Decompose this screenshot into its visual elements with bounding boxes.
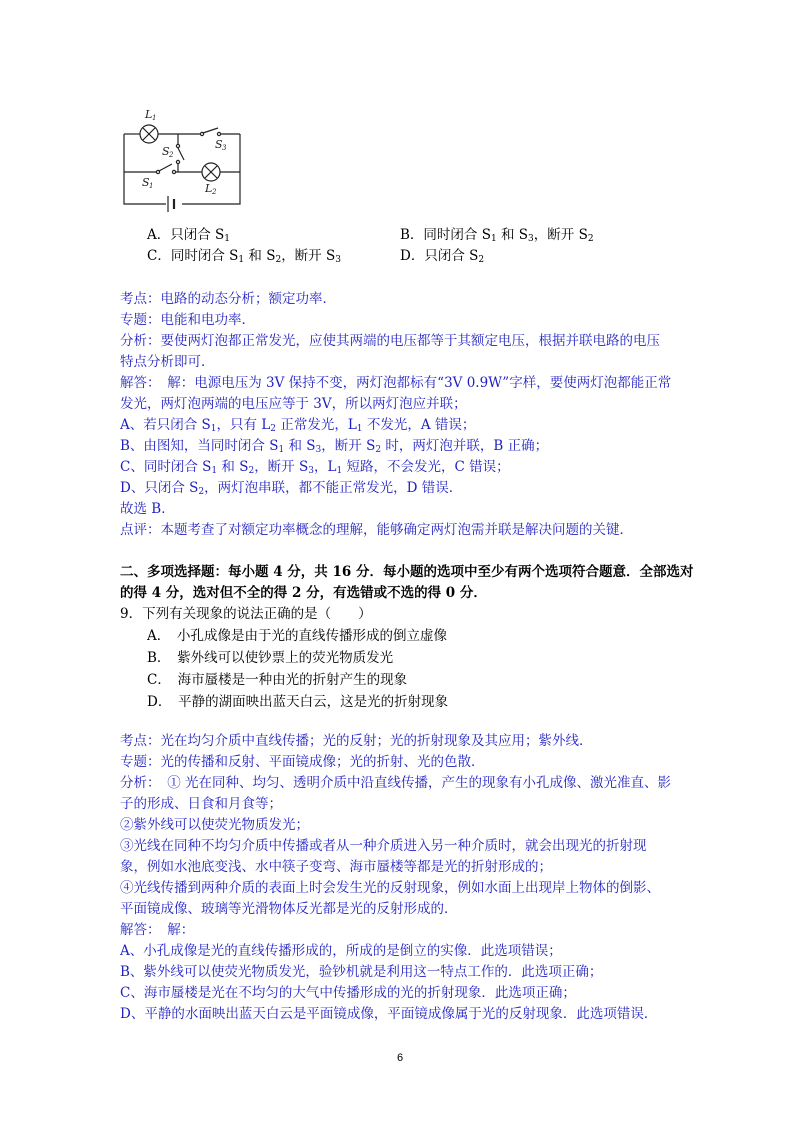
q8-option-a bbox=[147, 225, 230, 245]
circuit-label-l1: L bbox=[145, 108, 153, 121]
subscript: 1 bbox=[238, 255, 245, 265]
option-text: B．同时闭合 S bbox=[400, 227, 491, 243]
subscript: 1 bbox=[278, 445, 285, 455]
q8-fenxi-line2: 特点分析即可． bbox=[120, 354, 215, 370]
svg-text:1: 1 bbox=[152, 114, 157, 122]
subscript: 1 bbox=[356, 424, 363, 434]
subscript: 3 bbox=[308, 466, 314, 476]
answer-text: 不发光，A 错误； bbox=[362, 417, 476, 433]
answer-text: ，断开 S bbox=[321, 438, 376, 454]
q8-option-d bbox=[400, 246, 484, 266]
q9-fenxi-line5: 象，例如水池底变浅、水中筷子变弯、海市蜃楼等都是光的折射形成的； bbox=[120, 859, 552, 875]
answer-text: B、由图知，当同时闭合 S bbox=[120, 438, 279, 454]
q9-answer-a: A、小孔成像是光的直线传播形成的，所成的是倒立的实像．此选项错误； bbox=[120, 943, 562, 959]
option-text: 和 S bbox=[496, 227, 529, 243]
circuit-label-s1: S bbox=[142, 176, 150, 189]
q9-kaodian: 考点：光在均匀介质中直线传播；光的反射；光的折射现象及其应用；紫外线． bbox=[120, 733, 593, 749]
q8-answer-d bbox=[120, 478, 462, 498]
subscript: 2 bbox=[275, 255, 282, 265]
q9-jieda: 解答： 解： bbox=[120, 922, 195, 938]
q9-fenxi-line3: ②紫外线可以使荧光物质发光； bbox=[120, 817, 309, 833]
answer-text: 正常发光，L bbox=[276, 417, 357, 433]
q8-zhuanti: 专题：电能和电功率． bbox=[120, 312, 255, 328]
subscript: 2 bbox=[587, 234, 594, 244]
subscript: 2 bbox=[478, 255, 485, 265]
answer-text: C、同时闭合 S bbox=[120, 459, 212, 475]
subscript: 2 bbox=[198, 487, 205, 497]
q9-option-a: A． 小孔成像是由于光的直线传播形成的倒立虚像 bbox=[147, 628, 447, 644]
q9-stem: 9．下列有关现象的说法正确的是（ ） bbox=[120, 606, 372, 622]
svg-text:2: 2 bbox=[212, 188, 217, 196]
option-text: ，断开 S bbox=[533, 227, 588, 243]
option-text: C．同时闭合 S bbox=[147, 248, 239, 264]
q9-zhuanti: 专题：光的传播和反射、平面镜成像；光的折射、光的色散． bbox=[120, 754, 485, 770]
q9-answer-d: D、平静的水面映出蓝天白云是平面镜成像，平面镜成像属于光的反射现象．此选项错误． bbox=[120, 1006, 658, 1022]
answer-text: D、只闭合 S bbox=[120, 480, 199, 496]
subscript: 1 bbox=[211, 466, 218, 476]
q8-answer-b bbox=[120, 436, 548, 456]
subscript: 2 bbox=[375, 445, 382, 455]
q8-fenxi-line1: 分析：要使两灯泡都正常发光，应使其两端的电压都等于其额定电压，根据并联电路的电压 bbox=[120, 333, 660, 349]
q8-dianping: 点评：本题考查了对额定功率概念的理解，能够确定两灯泡需并联是解决问题的关键． bbox=[120, 522, 633, 538]
subscript: 1 bbox=[490, 234, 497, 244]
q8-jieda-line2: 发光，两灯泡两端的电压应等于 3V，所以两灯泡应并联； bbox=[120, 396, 467, 412]
q9-fenxi-line6: ④光线传播到两种介质的表面上时会发生光的反射现象，例如水面上出现岸上物体的倒影、 bbox=[120, 880, 660, 896]
circuit-diagram bbox=[118, 100, 246, 218]
answer-text: 短路，不会发光，C 错误； bbox=[342, 459, 510, 475]
circuit-label-l2: L bbox=[205, 182, 213, 195]
subscript: 3 bbox=[335, 255, 341, 265]
answer-text: 时，两灯泡并联，B 正确； bbox=[381, 438, 549, 454]
option-text: ，断开 S bbox=[281, 248, 336, 264]
option-text: 和 S bbox=[244, 248, 276, 264]
subscript: 2 bbox=[248, 466, 255, 476]
subscript: 2 bbox=[270, 424, 277, 434]
answer-text: 和 S bbox=[284, 438, 316, 454]
q8-option-c bbox=[147, 246, 341, 266]
section2-heading-line1: 二、多项选择题：每小题 4 分，共 16 分．每小题的选项中至少有两个选项符合题意．全部选对 bbox=[120, 564, 694, 580]
answer-text: ，断开 S bbox=[254, 459, 309, 475]
page-number: 6 bbox=[396, 1052, 404, 1064]
subscript: 3 bbox=[528, 234, 534, 244]
answer-text: A、若只闭合 S bbox=[120, 417, 211, 433]
answer-text: ，只有 L bbox=[216, 417, 271, 433]
q9-option-b: B． 紫外线可以使钞票上的荧光物质发光 bbox=[147, 650, 394, 666]
subscript: 1 bbox=[210, 424, 217, 434]
q8-jieda-line1: 解答： 解：电源电压为 3V 保持不变，两灯泡都标有“3V 0.9W”字样，要使两灯泡都能正常 bbox=[120, 375, 672, 391]
q9-answer-b: B、紫外线可以使荧光物质发光，验钞机就是利用这一特点工作的．此选项正确； bbox=[120, 964, 603, 980]
q8-kaodian: 考点：电路的动态分析；额定功率． bbox=[120, 291, 336, 307]
q9-fenxi-line1: 分析： ① 光在同种、均匀、透明介质中沿直线传播，产生的现象有小孔成像、激光准直、影 bbox=[120, 775, 672, 791]
q9-fenxi-line2: 子的形成、日食和月食等； bbox=[120, 796, 282, 812]
option-text: A．只闭合 S bbox=[147, 227, 225, 243]
subscript: 1 bbox=[336, 466, 343, 476]
svg-text:1: 1 bbox=[149, 182, 154, 190]
q8-answer-a bbox=[120, 415, 475, 435]
q9-fenxi-line7: 平面镜成像、玻璃等光滑物体反光都是光的反射形成的． bbox=[120, 901, 458, 917]
q8-guxuan: 故选 B． bbox=[120, 501, 175, 517]
answer-text: ，L bbox=[313, 459, 337, 475]
svg-text:2: 2 bbox=[169, 151, 174, 159]
option-text: D．只闭合 S bbox=[400, 248, 479, 264]
svg-text:3: 3 bbox=[222, 144, 227, 152]
section2-heading-line2: 的得 4 分，选对但不全的得 2 分，有选错或不选的得 0 分． bbox=[120, 585, 487, 601]
answer-text: 和 S bbox=[217, 459, 249, 475]
q8-option-b bbox=[400, 225, 594, 245]
q9-option-c: C． 海市蜃楼是一种由光的折射产生的现象 bbox=[147, 672, 408, 688]
circuit-label-s3: S bbox=[215, 138, 223, 151]
q9-fenxi-line4: ③光线在同种不均匀介质中传播或者从一种介质进入另一种介质时，就会出现光的折射现 bbox=[120, 838, 647, 854]
subscript: 1 bbox=[224, 234, 231, 244]
q8-answer-c bbox=[120, 457, 510, 477]
q9-option-d: D． 平静的湖面映出蓝天白云，这是光的折射现象 bbox=[147, 694, 449, 710]
answer-text: ，两灯泡串联，都不能正常发光，D 错误． bbox=[204, 480, 463, 496]
subscript: 3 bbox=[315, 445, 322, 455]
circuit-label-s2: S bbox=[162, 145, 170, 158]
q9-answer-c: C、海市蜃楼是光在不均匀的大气中传播形成的光的折射现象．此选项正确； bbox=[120, 985, 576, 1001]
